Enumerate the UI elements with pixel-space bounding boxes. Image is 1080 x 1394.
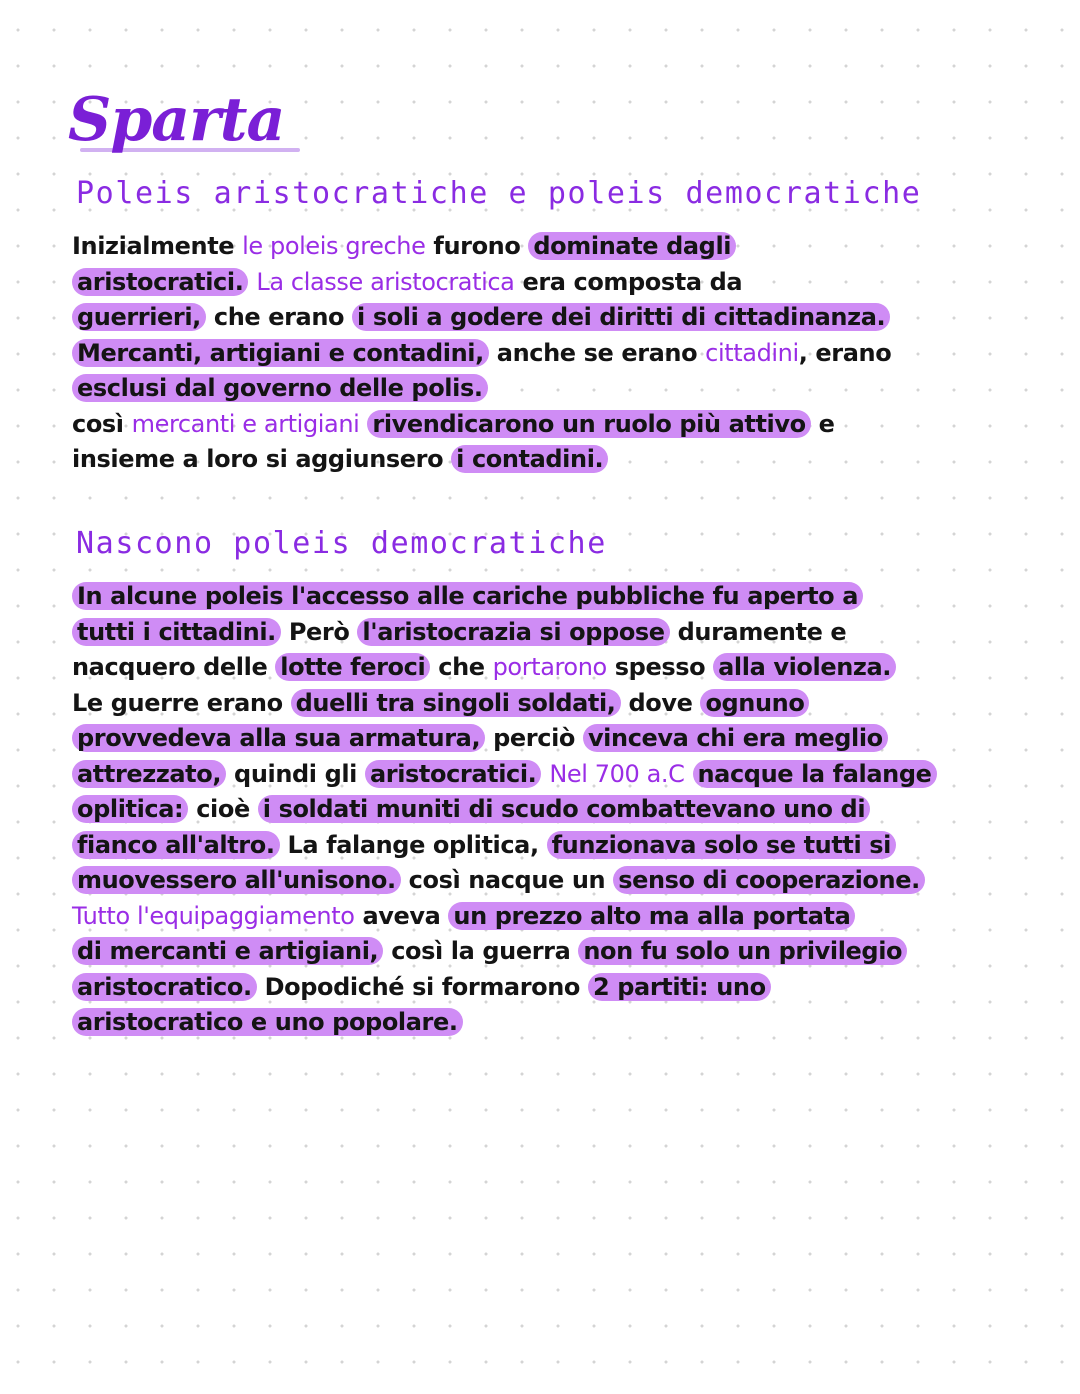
plain-text: aveva: [354, 901, 449, 930]
section-paragraph-aristocratic-democratic: [72, 229, 1032, 478]
accent-phrase: La classe aristocratica: [256, 267, 515, 296]
text-line: [72, 442, 1032, 478]
accent-phrase: portarono: [492, 653, 607, 681]
plain-text: spesso: [606, 653, 714, 681]
text-line: [72, 970, 1032, 1006]
page-title: Sparta: [68, 85, 285, 155]
highlighted-phrase: provvedeva alla sua armatura,: [72, 724, 485, 752]
plain-text: duramente e: [669, 617, 847, 646]
highlighted-phrase: tutti i cittadini.: [72, 618, 281, 646]
plain-text: Le guerre erano: [72, 688, 291, 717]
plain-text: era composta da: [514, 267, 743, 296]
plain-text: insieme a loro si aggiunsero: [72, 445, 452, 473]
title-underline-decoration: [80, 148, 300, 152]
highlighted-phrase: i soldati muniti di scudo combattevano uno di: [258, 795, 870, 823]
highlighted-phrase: guerrieri,: [72, 303, 206, 331]
highlighted-phrase: aristocratico.: [72, 973, 257, 1001]
highlighted-phrase: aristocratici.: [365, 760, 541, 788]
highlighted-phrase: senso di cooperazione.: [613, 866, 925, 894]
plain-text: così la guerra: [383, 937, 579, 965]
plain-text: La falange oplitica,: [279, 830, 547, 859]
text-line: [72, 863, 1032, 899]
highlighted-phrase: lotte feroci: [275, 653, 430, 681]
highlighted-phrase: l'aristocrazia si oppose: [357, 618, 669, 646]
accent-phrase: cittadini: [705, 338, 799, 367]
highlighted-phrase: di mercanti e artigiani,: [72, 937, 383, 965]
plain-text: così nacque un: [400, 866, 614, 894]
plain-text: quindi gli: [226, 759, 365, 788]
highlighted-phrase: oplitica:: [72, 795, 188, 823]
accent-phrase: le poleis greche: [242, 232, 426, 260]
plain-text: che: [430, 653, 493, 681]
plain-text: cioè: [188, 795, 258, 823]
text-line: [72, 686, 1032, 722]
highlighted-phrase: rivendicarono un ruolo più attivo: [367, 410, 810, 438]
highlighted-phrase: muovessero all'unisono.: [72, 866, 401, 894]
highlighted-phrase: dominate dagli: [528, 232, 736, 260]
text-line: [72, 792, 1032, 828]
highlighted-phrase: 2 partiti: uno: [588, 973, 771, 1001]
plain-text: [685, 760, 693, 788]
plain-text: anche se erano: [488, 338, 706, 367]
highlighted-phrase: aristocratici.: [72, 268, 248, 296]
accent-phrase: Nel 700 a.C: [549, 759, 685, 788]
text-line: [72, 407, 1032, 443]
highlighted-phrase: Mercanti, artigiani e contadini,: [72, 339, 489, 367]
highlighted-phrase: esclusi dal governo delle polis.: [72, 374, 488, 402]
highlighted-phrase: un prezzo alto ma alla portata: [448, 902, 855, 930]
highlighted-phrase: fianco all'altro.: [72, 831, 280, 859]
text-line: [72, 336, 1032, 372]
plain-text: Inizialmente: [72, 232, 243, 260]
highlighted-phrase: In alcune poleis l'accesso alle cariche pubbliche fu aperto a: [72, 582, 863, 610]
text-line: [72, 934, 1032, 970]
plain-text: furono: [425, 232, 529, 260]
plain-text: così: [72, 409, 132, 438]
highlighted-phrase: duelli tra singoli soldati,: [291, 689, 621, 717]
section-paragraph-democratic-poleis: [72, 579, 1032, 1041]
text-line: [72, 229, 1032, 265]
text-line: [72, 1005, 1032, 1041]
text-line: [72, 371, 1032, 407]
plain-text: e: [810, 409, 835, 438]
highlighted-phrase: vinceva chi era meglio: [583, 724, 888, 752]
plain-text: , erano: [798, 338, 892, 367]
text-line: [72, 757, 1032, 793]
section-heading-aristocratic-democratic: Poleis aristocratiche e poleis democratiche: [76, 176, 922, 211]
text-line: [72, 650, 1032, 686]
highlighted-phrase: aristocratico e uno popolare.: [72, 1008, 463, 1036]
highlighted-phrase: attrezzato,: [72, 760, 226, 788]
plain-text: che erano: [205, 303, 353, 331]
accent-phrase: mercanti e artigiani: [131, 409, 360, 438]
text-line: [72, 899, 1032, 935]
text-line: [72, 265, 1032, 301]
plain-text: dove: [620, 688, 701, 717]
text-line: [72, 615, 1032, 651]
highlighted-phrase: ognuno: [700, 689, 809, 717]
highlighted-phrase: non fu solo un privilegio: [578, 937, 907, 965]
plain-text: Dopodiché si formarono: [256, 972, 588, 1001]
accent-phrase: Tutto l'equipaggiamento: [72, 901, 355, 930]
text-line: [72, 828, 1032, 864]
highlighted-phrase: nacque la falange: [693, 760, 937, 788]
plain-text: nacquero delle: [72, 653, 276, 681]
highlighted-phrase: funzionava solo se tutti si: [547, 831, 896, 859]
plain-text: Però: [280, 617, 358, 646]
text-line: [72, 300, 1032, 336]
highlighted-phrase: i soli a godere dei diritti di cittadinanza.: [352, 303, 890, 331]
text-line: [72, 721, 1032, 757]
highlighted-phrase: alla violenza.: [713, 653, 896, 681]
plain-text: perciò: [485, 724, 583, 752]
text-line: [72, 579, 1032, 615]
section-heading-democratic-poleis: Nascono poleis democratiche: [76, 526, 607, 561]
highlighted-phrase: i contadini.: [451, 445, 608, 473]
